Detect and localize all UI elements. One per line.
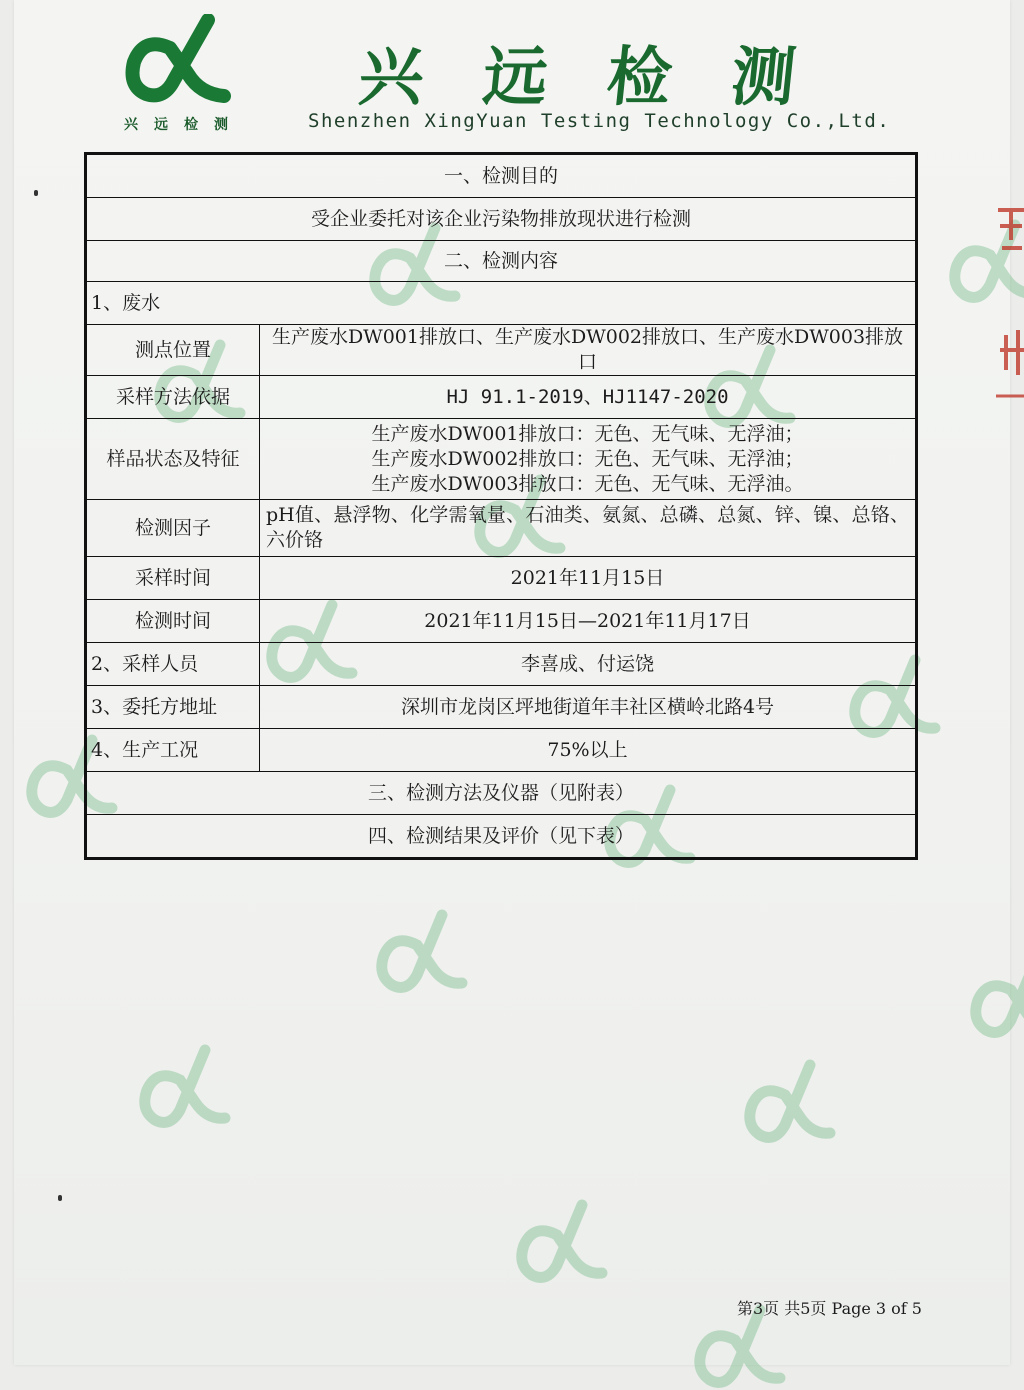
sample-line: 生产废水DW001排放口：无色、无气味、无浮油； xyxy=(371,422,804,445)
row-value: 李喜成、付运饶 xyxy=(260,643,917,686)
table-row xyxy=(86,729,917,772)
row-value: pH值、悬浮物、化学需氧量、石油类、氨氮、总磷、总氮、锌、镍、总铬、六价铬 xyxy=(260,500,917,557)
company-name-cn: 兴远检测 xyxy=(355,41,860,115)
sample-line: 生产废水DW002排放口：无色、无气味、无浮油； xyxy=(371,447,804,470)
row-label: 采样方法依据 xyxy=(86,376,260,419)
row-value: 2021年11月15日—2021年11月17日 xyxy=(260,600,917,643)
page-number: 第3页 共5页 Page 3 of 5 xyxy=(736,1299,922,1318)
table-row xyxy=(86,500,917,557)
row-value: 深圳市龙岗区坪地街道年丰社区横岭北路4号 xyxy=(260,686,917,729)
wastewater-heading: 1、废水 xyxy=(86,282,917,325)
content-heading: 二、检测内容 xyxy=(86,241,917,282)
table-row xyxy=(86,643,917,686)
table-row xyxy=(86,557,917,600)
paper-speck xyxy=(34,190,38,196)
row-value: 75%以上 xyxy=(260,729,917,772)
red-seal-fragment xyxy=(996,200,1024,400)
row-value: HJ 91.1-2019、HJ1147-2020 xyxy=(260,376,917,419)
table-row xyxy=(86,282,917,325)
row-label: 样品状态及特征 xyxy=(86,419,260,500)
logo-caption: 兴远检测 xyxy=(124,117,244,133)
company-logo-icon xyxy=(124,14,234,104)
table-row xyxy=(86,376,917,419)
row-label: 检测时间 xyxy=(86,600,260,643)
row-label: 2、采样人员 xyxy=(86,643,260,686)
purpose-text: 受企业委托对该企业污染物排放现状进行检测 xyxy=(86,198,917,241)
table-row xyxy=(86,241,917,282)
table-row xyxy=(86,600,917,643)
company-name-en: Shenzhen XingYuan Testing Technology Co.,Ltd. xyxy=(308,110,891,132)
report-table xyxy=(84,152,918,860)
row-label: 采样时间 xyxy=(86,557,260,600)
row-label: 测点位置 xyxy=(86,325,260,376)
row-value xyxy=(260,419,917,500)
table-row xyxy=(86,772,917,815)
table-row xyxy=(86,815,917,859)
table-row xyxy=(86,419,917,500)
row-label: 检测因子 xyxy=(86,500,260,557)
paper-speck xyxy=(58,1195,62,1201)
sample-line: 生产废水DW003排放口：无色、无气味、无浮油。 xyxy=(371,472,804,495)
purpose-heading: 一、检测目的 xyxy=(86,154,917,198)
results-heading: 四、检测结果及评价（见下表） xyxy=(86,815,917,859)
methods-heading: 三、检测方法及仪器（见附表） xyxy=(86,772,917,815)
row-value: 2021年11月15日 xyxy=(260,557,917,600)
table-row xyxy=(86,325,917,376)
table-row xyxy=(86,198,917,241)
row-value: 生产废水DW001排放口、生产废水DW002排放口、生产废水DW003排放口 xyxy=(260,325,917,376)
row-label: 3、委托方地址 xyxy=(86,686,260,729)
row-label: 4、生产工况 xyxy=(86,729,260,772)
table-row xyxy=(86,154,917,198)
table-row xyxy=(86,686,917,729)
